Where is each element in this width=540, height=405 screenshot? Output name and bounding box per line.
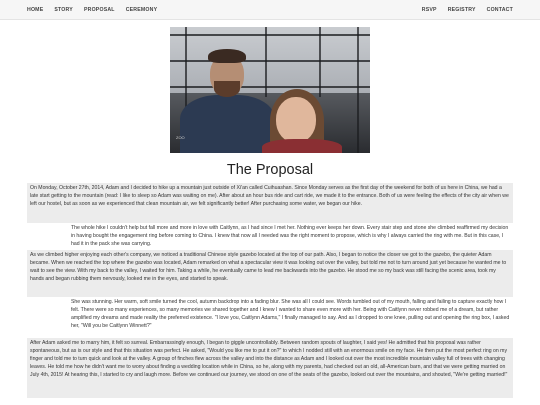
nav-story-link[interactable]: STORY xyxy=(54,7,73,13)
page-title: The Proposal xyxy=(226,162,314,178)
nav-proposal-link[interactable]: PROPOSAL xyxy=(83,7,115,13)
couple-photo xyxy=(170,27,370,153)
story-paragraph-5: After Adam asked me to marry him, it felt so surreal. Embarrassingly enough, I began to giggle uncontrollably. Between random spouts of laughter, I said yes! He admitted that his proposal was rather spontaneous, but as is our style and that this situation was perfect. He asked, "Would you like me to put it on?" to which I nodded still with an enormous smile on my face. He then put the most perfect ring on my finger and told me to turn quick and look at the valley. A group of finches flew across the valley and into the distance as Adam and I looked out over the most incredible mountain valley full of trees with changing leaves. He told me how he didn't want me to worry about finding a wedding location while in China, so he, along with my parents, had checked out an old, all-American barn, and that we were getting married on July 4th, 2015! At hearing this, I started to cry and laugh more. Before we continued our journey, we stood on one of the seats of the gazebo, looked out over the mountains, and shouted, "We're getting married!" xyxy=(27,338,513,398)
top-navbar xyxy=(0,0,540,20)
nav-ceremony-link[interactable]: CEREMONY xyxy=(125,7,158,13)
story-paragraph-3: As we climbed higher enjoying each other's company, we noticed a traditional Chinese style gazebo located at the top of our path. Also, I began to notice the closer we got to the gazebo, the quieter Adam became. When we reached the top where the gazebo was located, Adam remarked on what a spectacular view it was looking out over the valley, but told me not to turn around just yet because he wanted me to wait to see the view. With my back to the valley, I waited for him. Taking a while, he eventually came to lead me backwards into the gazebo. He stood me so my back was still facing the scenic area, took my hands and began rubbing them nervously, looked me in the eyes, and started to speak. xyxy=(27,250,513,297)
photo-watermark: ZOO xyxy=(176,135,185,140)
story-paragraph-2: The whole hike I couldn't help but fall more and more in love with Caitlynn, as I had since I met her. Nothing ever keeps her down. Every stair step and stone she climbed reaffirmed my decision in having bought the engagement ring before coming to China. I knew that now all I needed was the right moment to propose, which is why I always carried the ring with me. But in this case, I had it in the pack she was carrying. xyxy=(71,225,509,247)
photo-woman-face xyxy=(276,97,316,143)
nav-contact-link[interactable]: CONTACT xyxy=(486,7,513,13)
photo-man-body xyxy=(180,95,275,153)
nav-left-group xyxy=(27,7,157,13)
nav-home-link[interactable]: HOME xyxy=(27,7,44,13)
photo-woman-body xyxy=(262,139,342,153)
photo-man-beard xyxy=(214,81,240,97)
story-paragraph-1: On Monday, October 27th, 2014, Adam and I decided to hike up a mountain just outside of Xi'an called Cuihuashan. Since Monday serves as the first day of the weekend for both of us here in China, we had a late start getting to the mountain (read: I like to sleep so Adam was waiting on me). After about an hour bus ride and cart ride, we made it to the entrance. Both of us were feeling the effects of the city air when we left our hostel, but as soon as we experienced that clean mountain air, we felt significantly better! After purchasing some water, we began our hike. xyxy=(27,183,513,223)
nav-registry-link[interactable]: REGISTRY xyxy=(447,7,476,13)
nav-right-group xyxy=(422,7,513,13)
photo-man-hair xyxy=(208,49,246,63)
nav-rsvp-link[interactable]: RSVP xyxy=(421,7,437,13)
story-paragraph-4: She was stunning. Her warm, soft smile turned the cool, autumn backdrop into a fading blur. She was all I could see. Words tumbled out of my mouth, falling and failing to capture exactly how I felt. There were so many experiences, so many memories we shared together and I knew I wanted to share even more with her. Being with Caitlynn never robbed me of a dream, but rather amplified my dreams and made reality the preferred existence. "I love you, Caitlynn Adams," I finally managed to say. And as I dropped to one knee, pulling out and opening the ring box, I asked her, "Will you be Caitlynn Winnett?" xyxy=(71,299,510,329)
